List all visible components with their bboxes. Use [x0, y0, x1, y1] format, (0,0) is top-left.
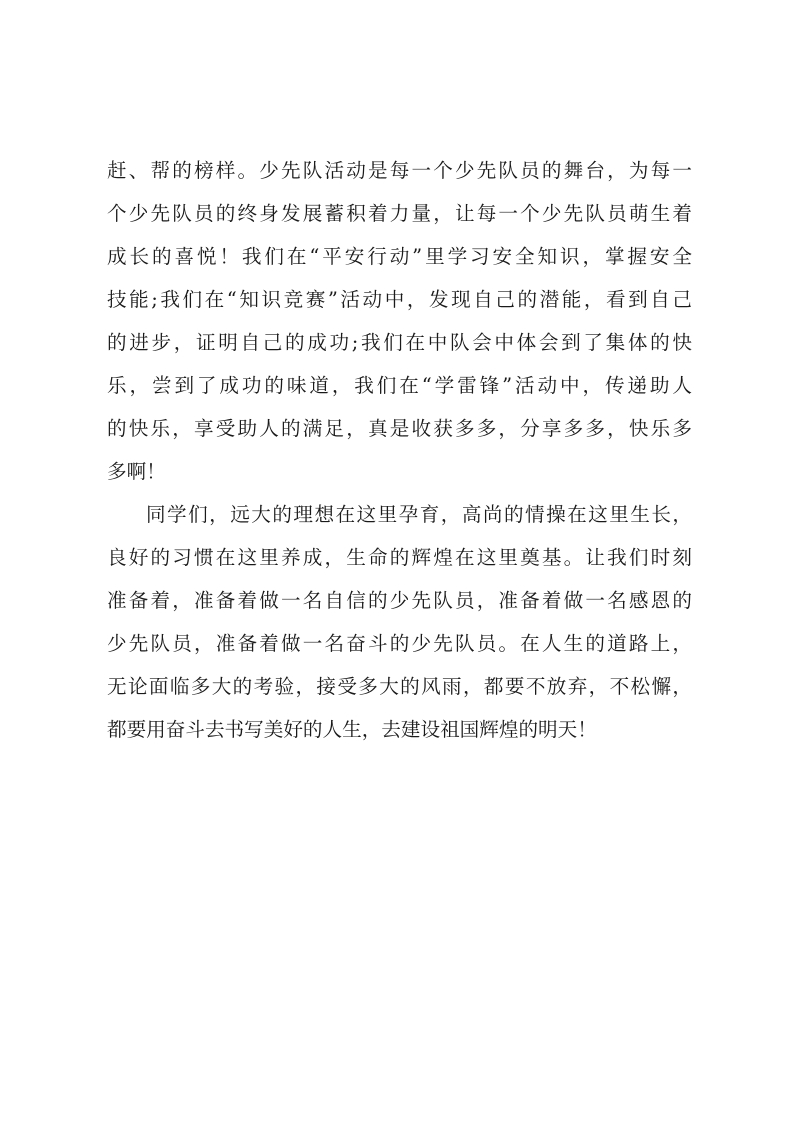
text-line: 个少先队员的终身发展蓄积着力量，让每一个少先队员萌生着 — [107, 202, 692, 225]
text-line: 都要用奋斗去书写美好的人生，去建设祖国辉煌的明天！ — [107, 718, 597, 741]
text-line: 良好的习惯在这里养成，生命的辉煌在这里奠基。让我们时刻 — [107, 546, 692, 569]
text-line: 赶、帮的榜样。少先队活动是每一个少先队员的舞台，为每一 — [107, 159, 692, 182]
text-line: 少先队员，准备着做一名奋斗的少先队员。在人生的道路上， — [107, 632, 692, 655]
text-line: 同学们，远大的理想在这里孕育，高尚的情操在这里生长， — [146, 503, 692, 526]
text-line: 多啊！ — [107, 460, 166, 483]
text-line: 的进步，证明自己的成功;我们在中队会中体会到了集体的快 — [107, 331, 692, 354]
text-line: 无论面临多大的考验，接受多大的风雨，都要不放弃，不松懈， — [107, 675, 692, 698]
text-line: 技能;我们在“知识竞赛”活动中，发现自己的潜能，看到自己 — [107, 288, 692, 311]
text-line: 的快乐，享受助人的满足，真是收获多多，分享多多，快乐多 — [107, 417, 692, 440]
text-line: 乐，尝到了成功的味道，我们在“学雷锋”活动中，传递助人 — [107, 374, 692, 397]
text-line: 成长的喜悦！我们在“平安行动”里学习安全知识，掌握安全 — [107, 245, 692, 268]
text-line: 准备着，准备着做一名自信的少先队员，准备着做一名感恩的 — [107, 589, 692, 612]
